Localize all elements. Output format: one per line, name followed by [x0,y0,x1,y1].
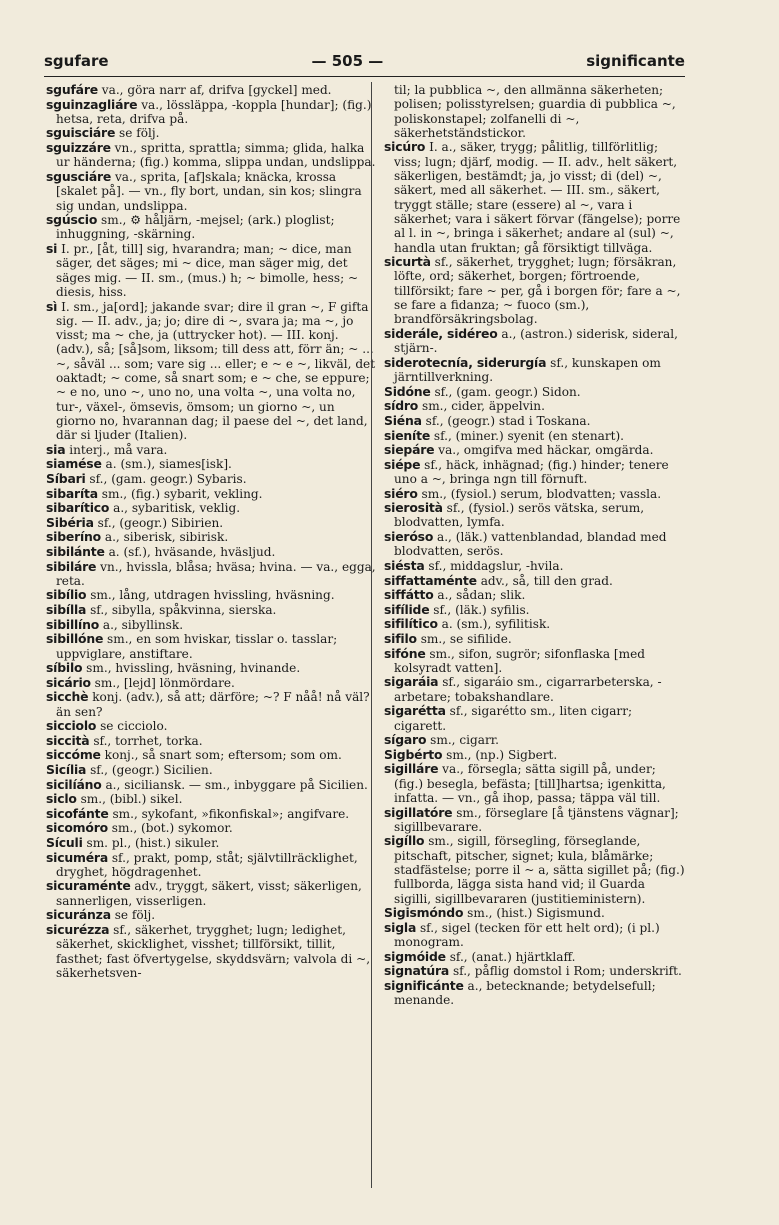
dictionary-entry [384,574,685,588]
entry-headword: siamése [46,456,102,472]
entry-headword: siepáre [384,442,435,458]
entry-headword: sicchè [46,689,89,705]
entry-definition: adv., tryggt, säkert, visst; säkerligen, sannerligen, visserligen. [56,879,362,908]
header-left-word: sgufare [44,52,109,70]
entry-definition: sf., (geogr.) Sicilien. [90,762,213,777]
dictionary-entry [384,806,685,835]
entry-headword: sibiláre [46,558,97,574]
entry-headword: sifilo [384,630,417,646]
dictionary-entry [384,443,685,457]
entry-definition: va., försegla; sätta sigill på, under; (fig.) besegla, befästa; [till]hartsa; igenkitta, infatta. — vn., gå ihop, passa; täppa väl till. [394,762,666,805]
dictionary-entry [46,530,376,544]
entry-definition: vn., spritta, sprattla; simma; glida, halka ur händerna; (fig.) komma, slippa undan, undslippa. [56,141,376,170]
entry-headword: sgusciáre [46,168,112,184]
entry-definition: sf., (gam. geogr.) Sidon. [434,384,581,399]
entry-headword: Sigismóndo [384,905,464,921]
page-header [44,48,685,70]
entry-headword: sì [46,298,58,314]
dictionary-entry [384,675,685,704]
dictionary-entry [46,836,376,850]
entry-definition: konj. (adv.), så att; därföre; ~? F nåå! nå väl? än sen? [56,690,370,719]
dictionary-entry [384,950,685,964]
dictionary-entry [384,733,685,747]
dictionary-entry [384,385,685,399]
entry-definition: sm., sykofant, »fikonfiskal»; angifvare. [112,806,350,821]
entry-headword: sifilítico [384,616,438,632]
entry-definition: sf., torrhet, torka. [93,733,203,748]
entry-definition: va., lössläppa, -koppla [hundar]; (fig.) hetsa, reta, drifva på. [56,97,372,126]
entry-definition: sm., sigill, försegling, förseglande, pitschaft, pitscher, signet; kula, blåmärke; stadfästelse; porre il ~ a, sätta sigillet på; (fig.) fullborda, lägga sista hand vid; il Guarda sigilli, sigillbevararen (justitieministern). [394,834,685,906]
entry-headword: siclo [46,791,77,807]
dictionary-entry [46,923,376,980]
entry-definition: a., (läk.) vattenblandad, blandad med blodvatten, serös. [394,530,667,559]
entry-headword: Sículi [46,834,83,850]
entry-headword: significánte [384,977,464,993]
dictionary-entry [46,690,376,719]
dictionary-entry [384,255,685,326]
entry-headword: siéro [384,485,418,501]
dictionary-entry [46,879,376,908]
dictionary-entry [46,719,376,733]
entry-headword: sigla [384,919,417,935]
entry-definition: sm., en som hviskar, tisslar o. tasslar; uppviglare, anstiftare. [56,632,338,661]
entry-headword: sigillatóre [384,804,453,820]
entry-definition: sf., (gam. geogr.) Sybaris. [89,471,247,486]
dictionary-entry [384,964,685,978]
dictionary-entry [384,501,685,530]
right-column [384,83,685,1008]
entry-definition: a. (sf.), hväsande, hväsljud. [108,544,276,559]
entry-definition: sf., säkerhet, trygghet; lugn; ledighet, säkerhet, skicklighet, visshet; tillförsikt, tillit, fasthet; fast öfvertygelse, skyddsvärn; valvola di ~, säkerhetsven- [56,922,371,980]
entry-definition: a., betecknande; betydelsefull; menande. [394,978,656,1008]
dictionary-entry [384,762,685,805]
entry-headword: siccóme [46,747,101,763]
entry-headword: sigmóide [384,948,446,964]
left-column [46,83,376,980]
entry-definition: sf., säkerhet, trygghet; lugn; försäkran, löfte, ord; säkerhet, borgen; förtroende, tillförsikt; fare ~ per, gå i borgen för; fare a ~, se fare a fidanza; ~ fuoco (sm.), brandförsäkringsbolag. [394,255,681,327]
header-right-word: significante [586,52,685,70]
dictionary-entry [46,603,376,617]
entry-definition: sf., påflig domstol i Rom; underskrift. [452,964,682,979]
entry-definition: vn., hvissla, blåsa; hväsa; hvina. — va., egga, reta. [56,559,376,588]
dictionary-entry [46,748,376,762]
entry-definition: a., sibyllinsk. [102,617,184,632]
entry-headword: sicofánte [46,805,109,821]
entry-headword: sigíllo [384,833,425,849]
entry-headword: síbilo [46,660,83,676]
dictionary-entry [384,458,685,487]
entry-definition: adv., så, till den grad. [480,573,613,588]
dictionary-entry [46,516,376,530]
entry-definition: interj., må vara. [69,442,168,457]
entry-headword: sicário [46,674,91,690]
entry-definition: konj., så snart som; eftersom; som om. [104,748,342,763]
entry-definition: sf., häck, inhägnad; (fig.) hinder; tenere uno a ~, bringa ngn till förnuft. [394,457,669,486]
dictionary-entry [46,807,376,821]
entry-definition: sf., (geogr.) Sibirien. [97,515,224,530]
dictionary-entry [46,618,376,632]
dictionary-entry [46,908,376,922]
entry-headword: sigaráia [384,674,439,690]
dictionary-entry [46,676,376,690]
entry-definition: a. (sm.), siames[isk]. [105,457,232,472]
entry-definition: I. a., säker, trygg; pålitlig, tillförlitlig; viss; lugn; djärf, modig. — II. adv., helt säkert, säkerligen, bestämdt; ja, jo visst; di (del) ~, säkert, med all säkerhet. — III. sm., säkert, tryggt ställe; stare (essere) al ~, vara i säkerhet; vara i säkert förvar (fängelse); porre al l. in ~, bringa i säkerhet; andare al (sul) ~, handla utan fruktan; gå försiktigt tillväga. [394,140,681,255]
entry-headword: Siéna [384,412,422,428]
entry-definition: sf., (läk.) syfilis. [433,602,530,617]
dictionary-entry [46,487,376,501]
entry-headword: sibilánte [46,543,105,559]
entry-headword: sguisciáre [46,125,116,141]
dictionary-entry [46,632,376,661]
dictionary-entry [384,399,685,413]
entry-definition: sm., (fig.) sybarit, vekling. [101,486,263,501]
entry-headword: sgufáre [46,82,98,97]
dictionary-entry [384,429,685,443]
dictionary-entry [384,647,685,676]
entry-definition: sf., sigaráio sm., cigarrarbeterska, -arbetare; tobakshandlare. [394,675,662,704]
dictionary-entry [46,457,376,471]
page-number: — 505 — [311,52,384,70]
entry-headword: siffátto [384,587,434,603]
entry-definition: sf., (anat.) hjärtklaff. [449,949,576,964]
entry-definition: se följ. [114,908,156,923]
entry-headword: signatúra [384,963,450,979]
header-rule [44,76,685,77]
entry-headword: sicciolo [46,718,97,734]
dictionary-entry [46,83,376,97]
entry-definition: a., sådan; slik. [437,588,526,603]
entry-headword: siffattaménte [384,572,477,588]
entry-headword: siésta [384,557,425,573]
entry-headword: siderále, sidéreo [384,325,498,341]
entry-headword: sicurtà [384,254,431,270]
dictionary-entry [384,632,685,646]
entry-definition: va., sprita, [af]skala; knäcka, krossa [skalet på]. — vn., fly bort, undan, sin kos; slingra sig undan, undslippa. [56,169,362,213]
dictionary-entry [384,834,685,905]
dictionary-entry [384,487,685,501]
entry-headword: sieróso [384,529,434,545]
entry-definition: sm., (hist.) Sigismund. [467,906,605,921]
entry-definition: a., (astron.) siderisk, sideral, stjärn-. [394,326,678,356]
entry-definition: a., sybaritisk, veklig. [113,501,241,516]
entry-definition: va., omgifva med häckar, omgärda. [438,443,654,458]
entry-headword: sicomóro [46,820,108,836]
entry-definition: sf., sibylla, spåkvinna, sierska. [90,603,277,618]
entry-definition: sm., ⚙ håljärn, -mejsel; (ark.) ploglist; inhuggning, -skärning. [56,213,335,242]
entry-headword: Sicília [46,761,87,777]
entry-headword: sieníte [384,427,431,443]
dictionary-entry [46,126,376,140]
dictionary-entry [384,921,685,950]
dictionary-entry [384,588,685,602]
dictionary-entry [46,661,376,675]
entry-headword: Sidóne [384,383,431,399]
entry-headword: siépe [384,456,421,472]
entry-headword: Sibéria [46,514,94,530]
entry-headword: sierosità [384,500,443,516]
entry-definition: sm., (bibl.) sikel. [80,792,183,807]
entry-definition: sm., cider, äppelvin. [421,399,545,414]
entry-headword: sibarítico [46,500,110,516]
entry-headword: sibílio [46,587,87,603]
entry-headword: sibillóne [46,631,104,647]
dictionary-entry [384,414,685,428]
entry-definition: sm., cigarr. [430,733,500,748]
entry-headword: sifílide [384,601,430,617]
entry-definition: sm. pl., (hist.) sikuler. [86,835,220,850]
dictionary-entry [384,356,685,385]
dictionary-entry [46,588,376,602]
entry-headword: sibílla [46,602,87,618]
entry-headword: sigilláre [384,761,439,777]
dictionary-entry [384,603,685,617]
entry-headword: sifóne [384,645,426,661]
entry-headword: siccità [46,732,90,748]
dictionary-entry [384,748,685,762]
entry-headword: sia [46,441,66,457]
entry-definition: se cicciolo. [100,719,168,734]
entry-definition: va., göra narr af, drifva [gyckel] med. [101,83,332,97]
entry-headword: sguinzagliáre [46,96,138,112]
entry-headword: si [46,241,58,257]
entry-headword: sibillíno [46,616,100,632]
entry-definition: sm., (np.) Sigbert. [446,747,558,762]
dictionary-entry [46,170,376,213]
dictionary-entry [46,472,376,486]
dictionary-entry [46,242,376,299]
entry-definition: sf., prakt, pomp, ståt; självtillräcklighet, dryghet, högdragenhet. [56,850,358,879]
column-divider [371,82,372,1188]
entry-headword: sicuméra [46,849,108,865]
entry-definition: sm., (fysiol.) serum, blodvatten; vassla. [421,486,662,501]
dictionary-entry [46,443,376,457]
entry-definition: a., siciliansk. — sm., inbyggare på Sicilien. [105,777,368,792]
dictionary-entry [384,617,685,631]
dictionary-entry [46,778,376,792]
entry-definition: til; la pubblica ~, den allmänna säkerheten; polisen; polisstyrelsen; guardia di pubblica ~, poliskonstapel; zolfanelli di ~, säkerhetständstickor. [394,83,676,140]
dictionary-entry [384,83,685,140]
entry-definition: sm., se sifilide. [420,631,512,646]
dictionary-entry [46,300,376,443]
entry-headword: sigarétta [384,703,446,719]
entry-headword: sibaríta [46,485,98,501]
entry-definition: sf., sigel (tecken för ett helt ord); (i pl.) monogram. [394,920,660,950]
dictionary-entry [46,141,376,170]
entry-definition: sm., (bot.) sykomor. [111,821,233,836]
entry-definition: sf., (miner.) syenit (en stenart). [433,428,625,443]
entry-definition: sf., sigarétto sm., liten cigarr; cigarett. [394,704,633,733]
entry-definition: sm., hvissling, hväsning, hvinande. [86,661,301,676]
dictionary-entry [46,98,376,127]
entry-definition: sm., [lejd] lönmördare. [94,675,235,690]
entry-definition: se följ. [119,126,160,141]
entry-definition: sm., lång, utdragen hvissling, hväsning. [90,588,335,603]
dictionary-entry [46,501,376,515]
dictionary-entry [46,763,376,777]
entry-headword: sicuránza [46,907,111,923]
dictionary-entry [384,140,685,254]
dictionary-entry [46,545,376,559]
dictionary-entry [46,821,376,835]
entry-definition: a. (sm.), syfilitisk. [441,617,551,632]
entry-headword: sídro [384,398,419,414]
entry-definition: sf., (fysiol.) serös vätska, serum, blodvatten, lymfa. [394,501,645,530]
dictionary-entry [46,560,376,589]
dictionary-entry [384,979,685,1008]
entry-headword: siberíno [46,529,101,545]
dictionary-entry [384,530,685,559]
entry-definition: a., siberisk, sibirisk. [104,530,229,545]
entry-headword: Síbari [46,470,86,486]
entry-definition: I. pr., [åt, till] sig, hvarandra; man; ~ dice, man säger, det säges; mi ~ dice, man säger mig, det säges mig. — II. sm., (mus.) h; ~ bimolle, hess; ~ diesis, hiss. [56,242,359,299]
dictionary-entry [384,327,685,356]
entry-headword: sicúro [384,139,426,155]
entry-headword: sguizzáre [46,140,111,156]
dictionary-entry [46,734,376,748]
entry-definition: I. sm., ja[ord]; jakande svar; dire il gran ~, F gifta sig. — II. adv., ja; jo; dire di ~, svara ja; ma ~, jo visst; ma ~ che, ja (uttrycker hot). — III. konj. (adv.), så; [så]som, liksom; till dess att, förr än; ~ ... ~, såväl ... som; vare sig ... eller; e ~ e ~, likväl, det oaktadt; ~ come, så snart som; e ~ che, se eppure; ~ e no, uno ~, uno no, una volta ~, una volta no, tur-, växel-, ömsevis, ömsom; un giorno ~, un giorno no, hvarannan dag; il paese del ~, det land, där si ljuder (Italien). [56,299,376,443]
dictionary-entry [46,213,376,242]
entry-definition: sm., förseglare [å tjänstens vägnar]; sigillbevarare. [394,805,679,834]
dictionary-entry [46,792,376,806]
entry-headword: sgúscio [46,212,98,228]
dictionary-entry [384,906,685,920]
entry-definition: sf., (geogr.) stad i Toskana. [425,413,591,428]
dictionary-entry [384,704,685,733]
dictionary-entry [46,851,376,880]
entry-headword: sígaro [384,732,427,748]
entry-headword: sicilíáno [46,776,102,792]
entry-headword: siderotecnía, siderurgía [384,354,547,370]
entry-headword: Sigbérto [384,746,443,762]
entry-headword: sicurézza [46,921,110,937]
entry-definition: sf., middagslur, -hvila. [428,558,564,573]
entry-headword: sicuraménte [46,878,131,894]
entry-definition: sf., kunskapen om järntillverkning. [394,355,661,385]
entry-definition: sm., sifon, sugrör; sifonflaska [med kolsyradt vatten]. [394,646,646,675]
dictionary-entry [384,559,685,573]
